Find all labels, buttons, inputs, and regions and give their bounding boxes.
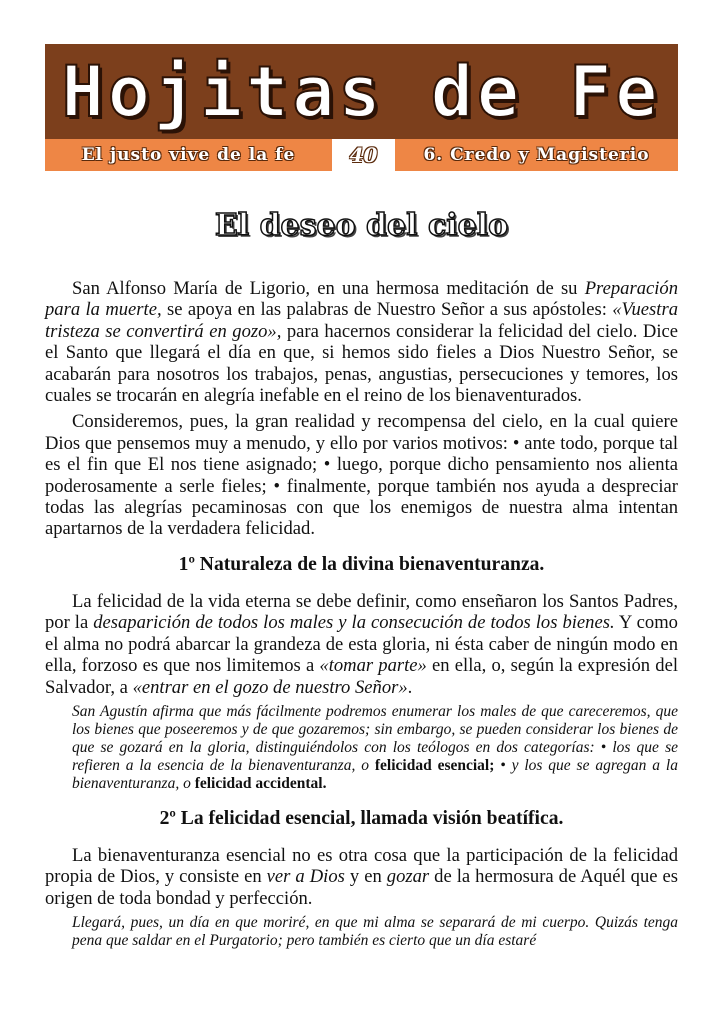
emphasis: ver a Dios	[266, 866, 345, 888]
paragraph-3	[45, 591, 678, 698]
paragraph-1	[45, 278, 678, 406]
text: • y los que se agregan a la bienaventuranza, o	[72, 756, 678, 792]
masthead-title: Hojitas de Fe	[61, 51, 662, 133]
emphasis: gozar	[386, 866, 430, 888]
note-1	[72, 703, 678, 793]
text: Y como el alma no podrá abarcar la grandeza de esta gloria, ni ésta caber de ningún modo en ella, forzoso es que nos limitemos a	[45, 612, 678, 677]
section-heading-2: 2º La felicidad esencial, llamada visión beatífica.	[159, 807, 564, 829]
text: La bienaventuranza esencial no es otra cosa que la participación de la felicidad propia de Dios, y consiste en	[45, 844, 678, 888]
subtitle-bar	[45, 139, 678, 171]
text: y en	[344, 866, 387, 888]
text: se apoya en las palabras de Nuestro Señor a sus apóstoles:	[161, 299, 613, 321]
paragraph-2: Consideremos, pues, la gran realidad y recompensa del cielo, en la cual quiere Dios que pensemos muy a menudo, y ello por varios motivos: • ante todo, porque tal es el fin que El nos tiene asignado; • luego, porque dicho pensamiento nos alienta poderosamente a serle fieles; • finalmente, porque también nos ayuda a despreciar todas las alegrías pecaminosas con que los enemigos de nuestra alma intentan apartarnos de la verdadera felicidad.	[45, 411, 678, 540]
text: San Alfonso María de Ligorio, en una hermosa meditación de su	[72, 278, 585, 299]
article-body	[45, 278, 678, 950]
bold-term: felicidad esencial;	[374, 756, 495, 774]
series-motto: El justo vive de la fe	[45, 139, 332, 171]
text: de la hermosura de Aquél que es origen de toda bondad y perfección.	[45, 866, 679, 909]
header	[45, 44, 678, 171]
emphasis: «Vuestra tristeza se convertirá en gozo»,	[45, 299, 678, 342]
masthead-banner	[45, 44, 678, 139]
text: .	[407, 676, 413, 698]
text: La felicidad de la vida eterna se debe definir, como enseñaron los Santos Padres, por la	[45, 590, 678, 634]
emphasis: «entrar en el gozo de nuestro Señor»	[132, 676, 408, 698]
emphasis: «tomar parte»	[319, 655, 427, 677]
text: para hacernos considerar la felicidad del cielo. Dice el Santo que llegará el día en que, si hemos sido fieles a Dios Nuestro Señor, se acabarán para nosotros los trabajos, penas, angustias, persecuciones y temores, los cuales se trocarán en alegría inefable en el reino de los bienaventurados.	[45, 320, 678, 407]
section-label: 6. Credo y Magisterio	[395, 139, 678, 171]
note-2: Llegará, pues, un día en que moriré, en que mi alma se separará de mi cuerpo. Quizás tenga pena que saldar en el Purgatorio; pero también es cierto que un día estaré	[72, 914, 678, 950]
emphasis: Preparación para la muerte,	[45, 278, 678, 321]
bold-term: felicidad accidental.	[194, 774, 327, 792]
text: en ella, o, según la expresión del Salvador, a	[45, 655, 678, 698]
article-title: El deseo del cielo	[214, 208, 509, 243]
text: San Agustín afirma que más fácilmente podremos enumerar los males de que careceremos, que los bienes que poseeremos y de que gozaremos; sin embargo, se pueden considerar los bienes de que se gozará en la gloria, distinguiéndolos con los teólogos en dos categorías: • los que se refieren a la esencia de la bienaventuranza, o	[72, 702, 678, 774]
section-heading-1: 1º Naturaleza de la divina bienaventuranza.	[178, 553, 545, 575]
paragraph-4	[45, 845, 678, 909]
emphasis: desaparición de todos los males y la consecución de todos los bienes.	[93, 612, 615, 634]
issue-number: 40	[349, 143, 378, 167]
